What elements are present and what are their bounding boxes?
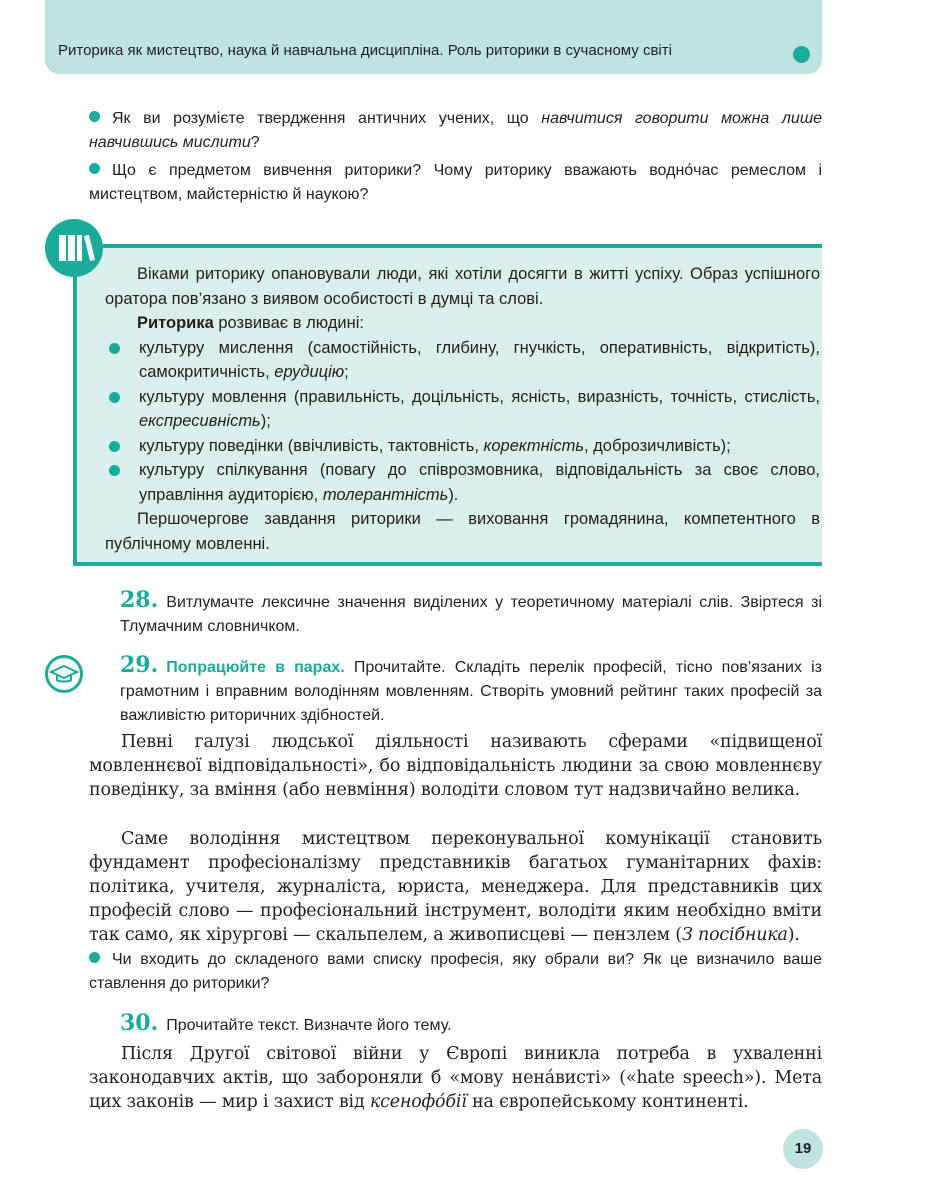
chapter-title: Риторика як мистецтво, наука й навчальна дисципліна. Роль риторики в сучасному світі xyxy=(58,42,672,59)
theory-content xyxy=(105,262,820,556)
theory-box xyxy=(73,244,822,566)
pair-work-label: Попрацюйте в парах. xyxy=(166,659,345,676)
exercise-28: 28. Витлумачте лексичне значення виділених у теоретичному матеріалі слів. Звіртеся зі Тлумачним словничком. xyxy=(120,587,822,635)
theory-list-item: культуру спілкування (повагу до співрозмовника, відповідальність за своє слово, управління аудиторією, толерантність). xyxy=(105,458,820,507)
ex29-text-1: Певні галузі людської діяльності називають сферами «підвищеної мовленнєвої відповідальності», бо відповідальність людини за свою мовленнєву поведінку, за вміння (або невміння) володіти словом тут надзвичайно велика. xyxy=(89,732,822,800)
exercise-number: 28. xyxy=(120,587,159,613)
bullet-icon xyxy=(109,441,120,452)
bullet-icon xyxy=(109,465,120,476)
exercise-30: 30. Прочитайте текст. Визначте його тему. xyxy=(120,1010,452,1036)
exercise-number: 29. xyxy=(120,652,159,678)
theory-list-item: культуру поведінки (ввічливість, тактовність, коректність, доброзичливість); xyxy=(105,434,820,459)
theory-develops: Риторика розвиває в людині: xyxy=(137,314,365,332)
theory-books-icon xyxy=(45,219,103,277)
header-dot-icon xyxy=(793,46,810,63)
exercise-29: 29. Попрацюйте в парах. Прочитайте. Складіть перелік професій, тісно пов’язаних із грамотним і вправним володінням мовленням. Створіть умовний рейтинг таких професій за важливістю риторичних здібностей. xyxy=(120,652,823,724)
question-1: Як ви розумієте твердження античних учених, що навчитися говорити можна лише навчившись мислити? xyxy=(89,110,822,151)
question-2: Що є предметом вивчення риторики? Чому риторику вважають водно́час ремеслом і мистецтвом, майстерністю й наукою? xyxy=(89,162,822,203)
theory-list-item: культуру мислення (самостійність, глибину, гнучкість, оперативність, відкритість), самокритичність, ерудицію; xyxy=(105,336,820,385)
theory-conclusion: Першочергове завдання риторики — виховання громадянина, компетентного в публічному мовленні. xyxy=(105,510,820,553)
bullet-icon xyxy=(89,111,100,122)
bullet-icon xyxy=(89,952,100,963)
page-number: 19 xyxy=(783,1129,823,1169)
theory-list-item: культуру мовлення (правильність, доцільність, ясність, виразність, точність, стислість, експресивність); xyxy=(105,385,820,434)
ex30-text: Після Другої світової війни у Європі виникла потреба в ухваленні законодавчих актів, що забороняли б «мову нена́висті» («hate speech»). Мета цих законів — мир і захист від ксенофо́бії на європейському континенті. xyxy=(89,1044,822,1112)
ex29-question: Чи входить до складеного вами списку професія, яку обрали ви? Як це визначило ваше ставлення до риторики? xyxy=(89,951,822,992)
bullet-icon xyxy=(89,163,100,174)
theory-intro: Віками риторику опановували люди, які хотіли досягти в житті успіху. Образ успішного оратора пов’язано з виявом особистості в думці та слові. xyxy=(105,265,820,308)
chapter-header xyxy=(45,0,822,74)
bullet-icon xyxy=(109,343,120,354)
bullet-icon xyxy=(109,392,120,403)
exercise-number: 30. xyxy=(120,1010,159,1036)
graduation-cap-icon xyxy=(45,655,83,693)
ex29-text-2: Саме володіння мистецтвом переконувальної комунікації становить фундамент професіоналізму представників багатьох гуманітарних фахів: політика, учителя, журналіста, юриста, менеджера. Для представників цих професій слово — професіональний інструмент, володіти яким необхідно вміти так само, як хірургові — скальпелем, а живописцеві — пензлем (З посібника). xyxy=(89,829,822,945)
